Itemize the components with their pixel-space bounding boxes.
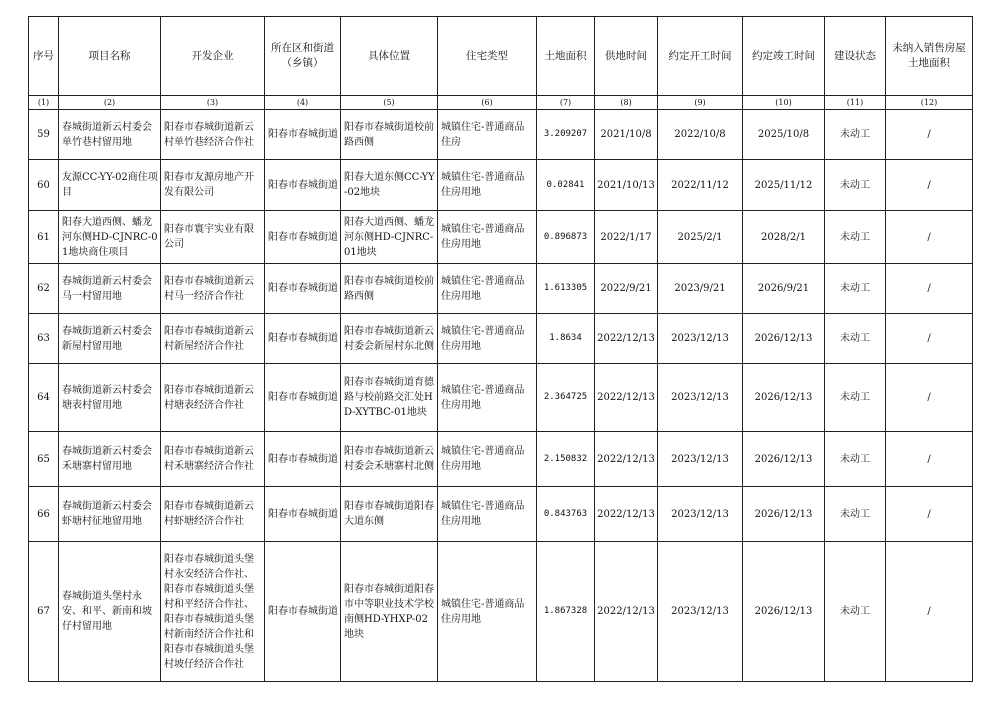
header-unsold-area: 未纳入销售房屋土地面积 (886, 17, 973, 96)
cell-supply-date: 2022/12/13 (595, 314, 658, 364)
header-finish-date: 约定竣工时间 (743, 17, 825, 96)
cell-district: 阳春市春城街道 (265, 314, 341, 364)
cell-unsold-area: / (886, 432, 973, 487)
table-row (29, 542, 973, 682)
header-start-date: 约定开工时间 (658, 17, 743, 96)
header-land-area: 土地面积 (537, 17, 595, 96)
cell-no: 65 (29, 432, 59, 487)
cell-district: 阳春市春城街道 (265, 364, 341, 432)
cell-housing-type: 城镇住宅-普通商品住房用地 (438, 432, 537, 487)
cell-housing-type: 城镇住宅-普通商品住房用地 (438, 314, 537, 364)
table-row (29, 160, 973, 211)
cell-district: 阳春市春城街道 (265, 211, 341, 264)
cell-project-name: 春城街道新云村委会禾塘寨村留用地 (59, 432, 161, 487)
header-no: 序号 (29, 17, 59, 96)
cell-developer: 阳春市春城街道新云村虾塘经济合作社 (161, 487, 265, 542)
col-index: (10) (743, 96, 825, 110)
cell-status: 未动工 (825, 160, 886, 211)
cell-location: 阳春市春城街道校前路西侧 (341, 110, 438, 160)
col-index: (1) (29, 96, 59, 110)
cell-developer: 阳春市春城街道新云村禾塘寨经济合作社 (161, 432, 265, 487)
cell-supply-date: 2022/12/13 (595, 432, 658, 487)
cell-project-name: 春城街道新云村委会单竹巷村留用地 (59, 110, 161, 160)
cell-housing-type: 城镇住宅-普通商品住房用地 (438, 264, 537, 314)
cell-location: 阳春大道西侧、蟠龙河东侧HD-CJNRC-01地块 (341, 211, 438, 264)
cell-no: 64 (29, 364, 59, 432)
table-row (29, 487, 973, 542)
cell-no: 62 (29, 264, 59, 314)
cell-finish-date: 2026/12/13 (743, 487, 825, 542)
cell-status: 未动工 (825, 432, 886, 487)
cell-finish-date: 2026/12/13 (743, 542, 825, 682)
cell-start-date: 2025/2/1 (658, 211, 743, 264)
cell-finish-date: 2025/10/8 (743, 110, 825, 160)
cell-finish-date: 2026/9/21 (743, 264, 825, 314)
col-index: (12) (886, 96, 973, 110)
cell-housing-type: 城镇住宅-普通商品住房用地 (438, 364, 537, 432)
cell-unsold-area: / (886, 364, 973, 432)
header-district: 所在区和街道（乡镇） (265, 17, 341, 96)
cell-district: 阳春市春城街道 (265, 110, 341, 160)
cell-unsold-area: / (886, 314, 973, 364)
col-index: (11) (825, 96, 886, 110)
cell-land-area: 1.613305 (537, 264, 595, 314)
cell-project-name: 春城街道新云村委会马一村留用地 (59, 264, 161, 314)
cell-status: 未动工 (825, 364, 886, 432)
table-row (29, 364, 973, 432)
cell-start-date: 2023/12/13 (658, 432, 743, 487)
cell-start-date: 2023/12/13 (658, 364, 743, 432)
cell-developer: 阳春市春城街道新云村新屋经济合作社 (161, 314, 265, 364)
header-row (29, 17, 973, 96)
cell-no: 66 (29, 487, 59, 542)
cell-start-date: 2023/12/13 (658, 314, 743, 364)
cell-project-name: 春城街道新云村委会虾塘村征地留用地 (59, 487, 161, 542)
cell-location: 阳春大道东侧CC-YY-02地块 (341, 160, 438, 211)
cell-developer: 阳春市春城街道新云村马一经济合作社 (161, 264, 265, 314)
cell-finish-date: 2026/12/13 (743, 314, 825, 364)
cell-no: 61 (29, 211, 59, 264)
cell-supply-date: 2022/12/13 (595, 542, 658, 682)
cell-start-date: 2022/10/8 (658, 110, 743, 160)
cell-unsold-area: / (886, 160, 973, 211)
cell-finish-date: 2025/11/12 (743, 160, 825, 211)
table-row (29, 211, 973, 264)
table-row (29, 110, 973, 160)
cell-land-area: 1.867328 (537, 542, 595, 682)
cell-location: 阳春市春城街道阳春市中等职业技术学校南侧HD-YHXP-02地块 (341, 542, 438, 682)
cell-housing-type: 城镇住宅-普通商品住房用地 (438, 160, 537, 211)
cell-project-name: 春城街道头堡村永安、和平、新南和坡仔村留用地 (59, 542, 161, 682)
cell-start-date: 2022/11/12 (658, 160, 743, 211)
col-index: (6) (438, 96, 537, 110)
cell-supply-date: 2022/1/17 (595, 211, 658, 264)
cell-status: 未动工 (825, 314, 886, 364)
cell-status: 未动工 (825, 264, 886, 314)
cell-supply-date: 2022/9/21 (595, 264, 658, 314)
cell-project-name: 阳春大道西侧、蟠龙河东侧HD-CJNRC-01地块商住项目 (59, 211, 161, 264)
col-index: (5) (341, 96, 438, 110)
cell-unsold-area: / (886, 542, 973, 682)
cell-unsold-area: / (886, 211, 973, 264)
cell-project-name: 春城街道新云村委会新屋村留用地 (59, 314, 161, 364)
cell-location: 阳春市春城街道校前路西侧 (341, 264, 438, 314)
cell-district: 阳春市春城街道 (265, 264, 341, 314)
cell-housing-type: 城镇住宅-普通商品住房用地 (438, 542, 537, 682)
header-project-name: 项目名称 (59, 17, 161, 96)
cell-land-area: 0.896873 (537, 211, 595, 264)
cell-start-date: 2023/9/21 (658, 264, 743, 314)
cell-developer: 阳春市寰宇实业有限公司 (161, 211, 265, 264)
cell-no: 60 (29, 160, 59, 211)
cell-land-area: 1.8634 (537, 314, 595, 364)
cell-supply-date: 2022/12/13 (595, 487, 658, 542)
col-index: (7) (537, 96, 595, 110)
cell-unsold-area: / (886, 264, 973, 314)
cell-land-area: 2.364725 (537, 364, 595, 432)
cell-status: 未动工 (825, 487, 886, 542)
header-location: 具体位置 (341, 17, 438, 96)
cell-land-area: 2.150832 (537, 432, 595, 487)
cell-supply-date: 2022/12/13 (595, 364, 658, 432)
cell-no: 59 (29, 110, 59, 160)
cell-developer: 阳春市春城街道新云村塘表经济合作社 (161, 364, 265, 432)
header-housing-type: 住宅类型 (438, 17, 537, 96)
cell-unsold-area: / (886, 487, 973, 542)
cell-status: 未动工 (825, 542, 886, 682)
header-developer: 开发企业 (161, 17, 265, 96)
table-row (29, 264, 973, 314)
cell-status: 未动工 (825, 211, 886, 264)
col-index: (2) (59, 96, 161, 110)
cell-no: 63 (29, 314, 59, 364)
cell-finish-date: 2026/12/13 (743, 364, 825, 432)
land-supply-table (28, 16, 973, 682)
cell-start-date: 2023/12/13 (658, 542, 743, 682)
table-row (29, 314, 973, 364)
cell-start-date: 2023/12/13 (658, 487, 743, 542)
col-index: (3) (161, 96, 265, 110)
cell-developer: 阳春市春城街道新云村单竹巷经济合作社 (161, 110, 265, 160)
cell-location: 阳春市春城街道新云村委会新屋村东北侧 (341, 314, 438, 364)
cell-status: 未动工 (825, 110, 886, 160)
cell-housing-type: 城镇住宅-普通商品住房用地 (438, 487, 537, 542)
col-index: (8) (595, 96, 658, 110)
col-index: (9) (658, 96, 743, 110)
cell-project-name: 友源CC-YY-02商住项目 (59, 160, 161, 211)
cell-supply-date: 2021/10/8 (595, 110, 658, 160)
cell-housing-type: 城镇住宅-普通商品住房用地 (438, 211, 537, 264)
cell-housing-type: 城镇住宅-普通商品住房 (438, 110, 537, 160)
table-row (29, 432, 973, 487)
cell-unsold-area: / (886, 110, 973, 160)
cell-location: 阳春市春城街道阳春大道东侧 (341, 487, 438, 542)
cell-location: 阳春市春城街道育德路与校前路交汇处HD-XYTBC-01地块 (341, 364, 438, 432)
cell-no: 67 (29, 542, 59, 682)
cell-supply-date: 2021/10/13 (595, 160, 658, 211)
cell-developer: 阳春市春城街道头堡村永安经济合作社、阳春市春城街道头堡村和平经济合作社、阳春市春城街道头堡村新南经济合作社和阳春市春城街道头堡村坡仔经济合作社 (161, 542, 265, 682)
cell-location: 阳春市春城街道新云村委会禾塘寨村北侧 (341, 432, 438, 487)
cell-land-area: 3.209207 (537, 110, 595, 160)
cell-land-area: 0.02841 (537, 160, 595, 211)
header-status: 建设状态 (825, 17, 886, 96)
cell-finish-date: 2026/12/13 (743, 432, 825, 487)
cell-project-name: 春城街道新云村委会塘表村留用地 (59, 364, 161, 432)
cell-developer: 阳春市友源房地产开发有限公司 (161, 160, 265, 211)
cell-district: 阳春市春城街道 (265, 487, 341, 542)
column-index-row (29, 96, 973, 110)
header-supply-date: 供地时间 (595, 17, 658, 96)
cell-district: 阳春市春城街道 (265, 542, 341, 682)
col-index: (4) (265, 96, 341, 110)
cell-district: 阳春市春城街道 (265, 432, 341, 487)
cell-finish-date: 2028/2/1 (743, 211, 825, 264)
cell-district: 阳春市春城街道 (265, 160, 341, 211)
cell-land-area: 0.843763 (537, 487, 595, 542)
